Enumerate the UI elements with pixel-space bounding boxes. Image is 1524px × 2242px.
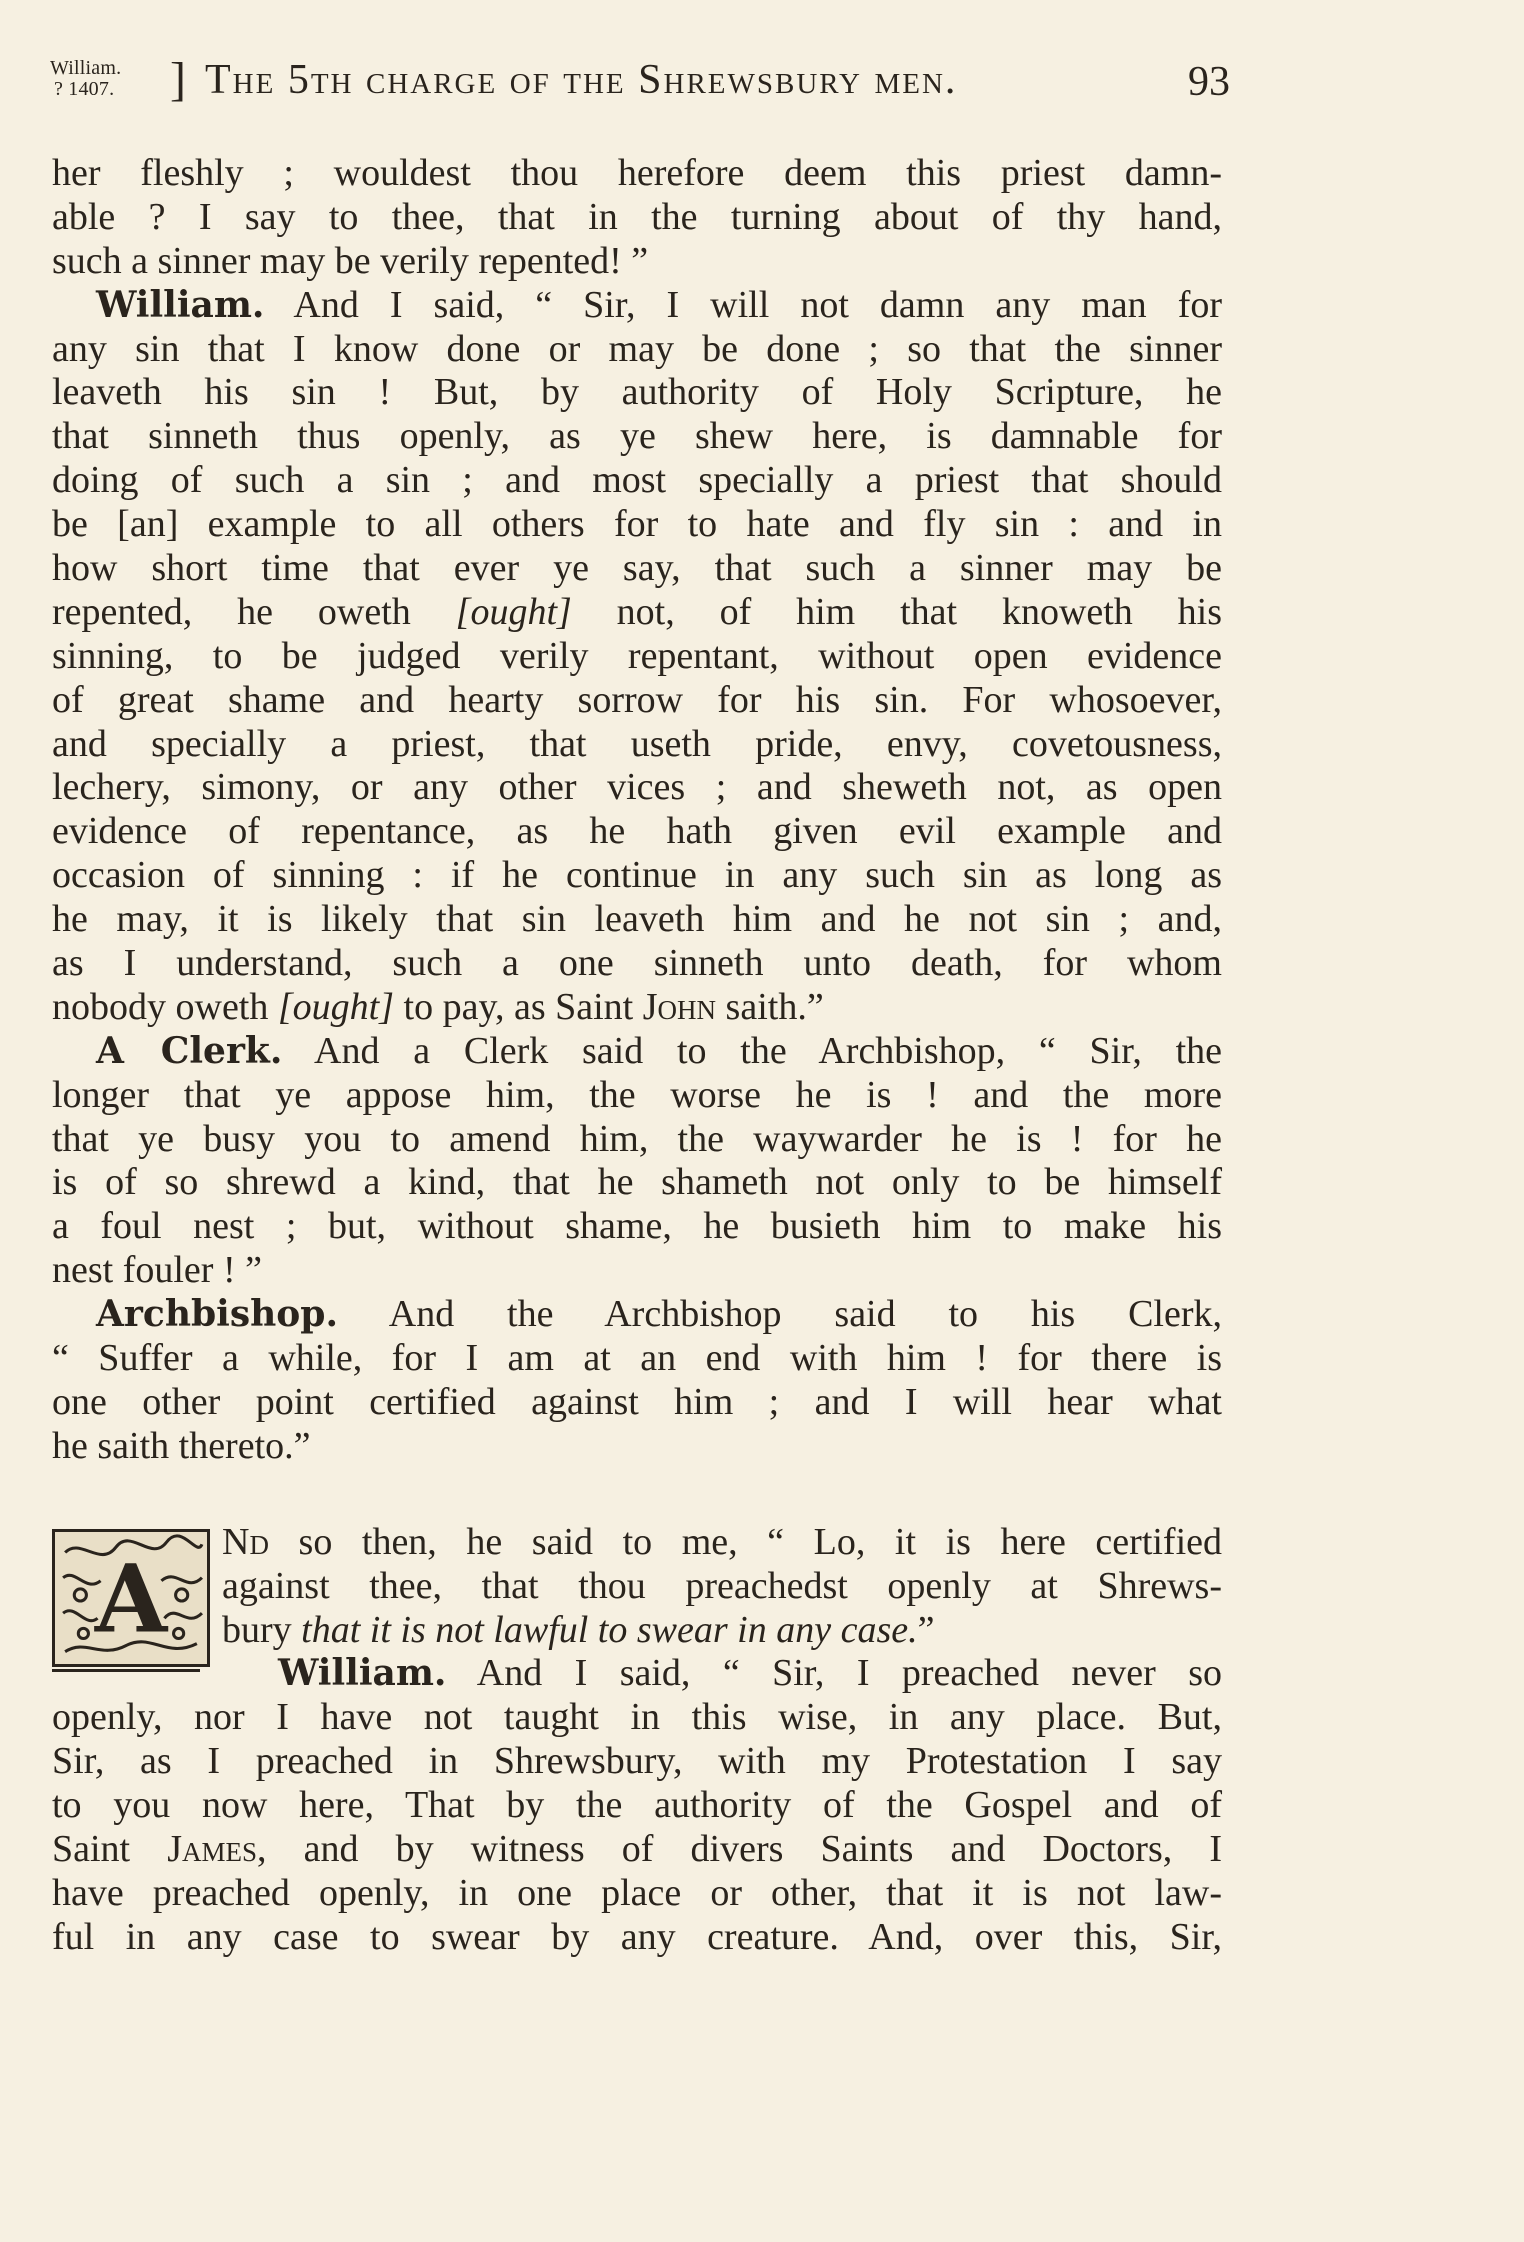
text-line: any sin that I know done or may be done ; so that the sinner	[52, 327, 1222, 370]
section-opening	[52, 1521, 1222, 1697]
text-line: and specially a priest, that useth pride, envy, covetousness,	[52, 722, 1222, 765]
speech-line: William. And I said, “ Sir, I preached never so	[278, 1652, 1223, 1695]
text-line: ful in any case to swear by any creature. And, over this, Sir,	[52, 1915, 1222, 1958]
text-line: nest fouler ! ”	[52, 1249, 262, 1292]
side-note-name: William.	[50, 57, 122, 79]
opening-small-caps: Nd	[222, 1520, 269, 1563]
chapter-heading: The 5th charge of the Shrewsbury men.	[205, 57, 958, 103]
quoted-charge: that it is not lawful to swear in any case.	[301, 1608, 918, 1651]
text-line: such a sinner may be verily repented! ”	[52, 239, 649, 282]
text-line: bury that it is not lawful to swear in any case.”	[222, 1608, 935, 1651]
name-small-caps: John	[642, 985, 717, 1028]
text-line: her fleshly ; wouldest thou herefore deem this priest damn-	[52, 152, 1222, 194]
speech-line: A Clerk. And a Clerk said to the Archbishop, “ Sir, the	[96, 1029, 1222, 1072]
text-line: to you now here, That by the authority of the Gospel and of	[52, 1784, 1222, 1827]
text-line: doing of such a sin ; and most specially a priest that should	[52, 459, 1222, 502]
page-number: 93	[1188, 59, 1230, 105]
editorial-gloss: [ought]	[455, 590, 572, 633]
speaker-label: William.	[278, 1652, 447, 1695]
text-line: “ Suffer a while, for I am at an end with him ! for there is	[52, 1337, 1222, 1380]
text-line: against thee, that thou preachedst openly at Shrews-	[222, 1564, 1222, 1607]
running-head	[50, 50, 1230, 120]
name-small-caps: James,	[167, 1827, 267, 1870]
text-line: repented, he oweth [ought] not, of him that knoweth his	[52, 590, 1223, 633]
text-line: how short time that ever ye say, that such a sinner may be	[52, 547, 1222, 590]
text-line: able ? I say to thee, that in the turning about of thy hand,	[52, 195, 1222, 238]
text-line: leaveth his sin ! But, by authority of Holy Scripture, he	[52, 371, 1222, 414]
speaker-label: Archbishop.	[96, 1293, 338, 1336]
speaker-label: A Clerk.	[96, 1029, 283, 1072]
text-line: as I understand, such a one sinneth unto death, for whom	[52, 942, 1222, 985]
text-line: have preached openly, in one place or other, that it is not law-	[52, 1871, 1222, 1914]
text-line: lechery, simony, or any other vices ; and sheweth not, as open	[52, 766, 1222, 809]
text-line: longer that ye appose him, the worse he is ! and the more	[52, 1073, 1222, 1116]
speech-line: William. And I said, “ Sir, I will not damn any man for	[96, 283, 1222, 326]
text-line: occasion of sinning : if he continue in any such sin as long as	[52, 854, 1222, 897]
text-line: Sir, as I preached in Shrewsbury, with my Protestation I say	[52, 1740, 1222, 1783]
initial-rule	[52, 1669, 200, 1672]
text-line: that sinneth thus openly, as ye shew here, is damnable for	[52, 415, 1222, 458]
text-line: Nd so then, he said to me, “ Lo, it is here certified	[222, 1520, 1223, 1563]
text-line: a foul nest ; but, without shame, he busieth him to make his	[52, 1205, 1222, 1248]
section-gap	[52, 1469, 1222, 1521]
text-line: openly, nor I have not taught in this wise, in any place. But,	[52, 1696, 1222, 1739]
speech-line: Archbishop. And the Archbishop said to his Clerk,	[96, 1293, 1222, 1336]
body-text	[52, 152, 1222, 1960]
svg-text:A: A	[94, 1543, 168, 1654]
editorial-gloss: [ought]	[277, 985, 395, 1028]
side-note	[50, 53, 187, 106]
text-line: one other point certified against him ; and I will hear what	[52, 1380, 1222, 1423]
text-line: of great shame and hearty sorrow for his sin. For whosoever,	[52, 678, 1222, 721]
text-line: Saint James, and by witness of divers Saints and Doctors, I	[52, 1827, 1222, 1870]
text-line: nobody oweth [ought] to pay, as Saint John saith.”	[52, 985, 824, 1028]
decorated-initial	[52, 1529, 210, 1667]
side-note-bracket: ]	[170, 53, 187, 106]
text-line: be [an] example to all others for to hate and fly sin : and in	[52, 503, 1222, 546]
text-line: is of so shrewd a kind, that he shameth not only to be himself	[52, 1161, 1222, 1204]
ornament-icon	[55, 1532, 207, 1664]
text-line: he saith thereto.”	[52, 1424, 311, 1467]
text-line: evidence of repentance, as he hath given evil example and	[52, 810, 1222, 853]
text-line: that ye busy you to amend him, the waywarder he is ! for he	[52, 1117, 1222, 1160]
side-note-date: ? 1407.	[54, 78, 115, 100]
text-line: he may, it is likely that sin leaveth him and he not sin ; and,	[52, 898, 1222, 941]
speaker-label: William.	[96, 283, 265, 326]
text-line: sinning, to be judged verily repentant, without open evidence	[52, 634, 1222, 677]
